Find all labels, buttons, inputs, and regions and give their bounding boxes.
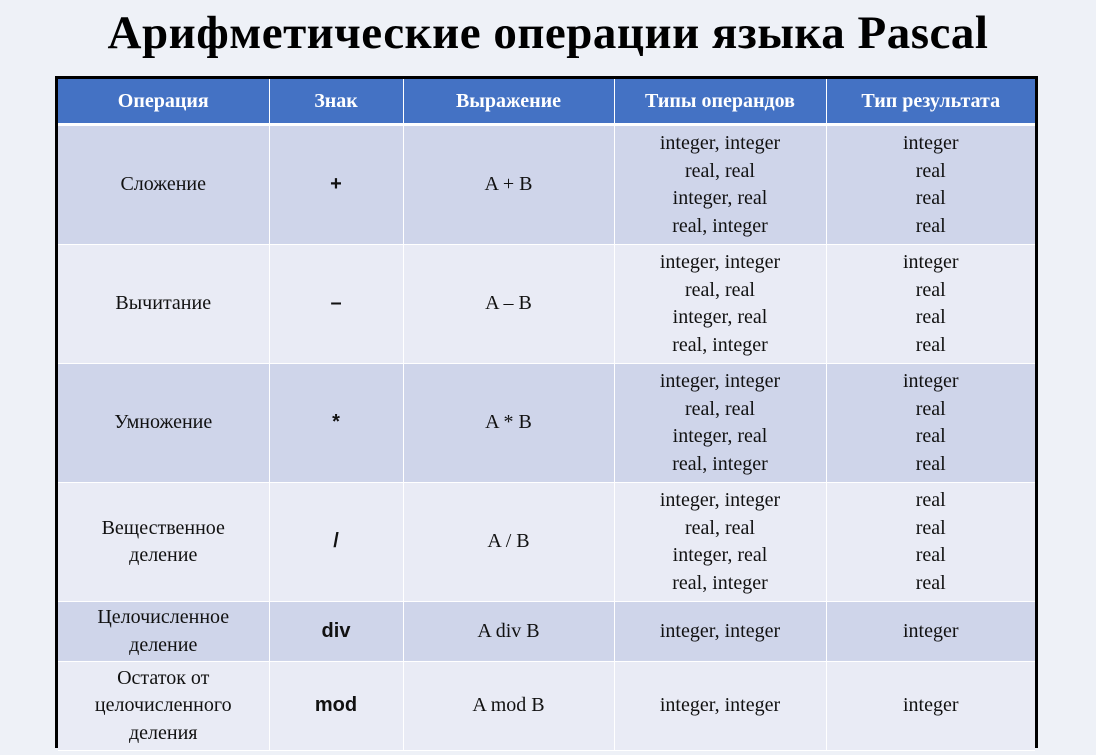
result-type-cell-line: real [915, 397, 946, 420]
operation-cell-line: Целочисленное [97, 606, 230, 628]
page-title: Арифметические операции языка Pascal [107, 7, 989, 59]
sign-cell: div [269, 602, 403, 662]
table-row [58, 364, 1035, 483]
sign-cell: mod [269, 662, 403, 751]
result-type-cell [826, 602, 1035, 662]
header-result-type: Тип результата [826, 79, 1035, 125]
result-type-cell [826, 662, 1035, 751]
operand-types-cell-line: real, real [685, 397, 755, 420]
header-expression: Выражение [403, 79, 614, 125]
operation-cell [58, 483, 269, 602]
result-type-cell-line: integer [902, 132, 959, 154]
operation-cell-line: Вычитание [115, 292, 212, 315]
result-type-cell-line: integer [902, 619, 959, 642]
table-row [58, 602, 1035, 662]
table-row [58, 245, 1035, 364]
operand-types-cell-line: real, integer [672, 452, 768, 475]
operations-table [58, 79, 1035, 751]
operation-cell [58, 245, 269, 364]
result-type-cell-line: integer [902, 370, 959, 392]
operation-cell-line: Вещественное [101, 516, 225, 539]
table-row [58, 662, 1035, 751]
sign-cell: – [269, 245, 403, 364]
operand-types-cell-line: integer, real [672, 425, 768, 447]
table-body [58, 125, 1035, 751]
operation-cell-line: деления [128, 721, 198, 744]
operand-types-cell [614, 602, 826, 662]
operand-types-cell-line: integer, real [672, 306, 768, 328]
operation-cell-line: Умножение [114, 411, 213, 434]
result-type-cell-line: integer [902, 251, 959, 273]
operand-types-cell-line: integer, integer [659, 694, 781, 717]
table-row [58, 125, 1035, 245]
expression-cell: A – B [403, 245, 614, 364]
operand-types-cell-line: real, real [685, 159, 755, 182]
operations-table-frame [55, 76, 1038, 748]
result-type-cell [826, 483, 1035, 602]
operand-types-cell [614, 662, 826, 751]
result-type-cell-line: real [915, 214, 946, 237]
table-header-row [58, 79, 1035, 125]
sign-cell: + [269, 125, 403, 245]
operand-types-cell-line: integer, integer [659, 251, 781, 273]
result-type-cell-line: real [915, 571, 946, 594]
operand-types-cell-line: real, integer [672, 571, 768, 594]
expression-cell: A mod B [403, 662, 614, 751]
operation-cell-line: деление [129, 633, 198, 656]
expression-cell: A / B [403, 483, 614, 602]
operand-types-cell-line: integer, integer [659, 132, 781, 154]
operand-types-cell-line: real, real [685, 278, 755, 301]
operand-types-cell-line: real, real [685, 516, 755, 539]
operand-types-cell-line: integer, real [672, 544, 768, 566]
operand-types-cell-line: integer, integer [659, 370, 781, 392]
operation-cell [58, 125, 269, 245]
operand-types-cell-line: integer, integer [659, 619, 781, 642]
table-row [58, 483, 1035, 602]
result-type-cell [826, 125, 1035, 245]
result-type-cell [826, 364, 1035, 483]
result-type-cell-line: real [915, 306, 946, 328]
operand-types-cell-line: integer, integer [659, 489, 781, 511]
operation-cell-line: Остаток от [117, 666, 210, 689]
operation-cell-line: деление [129, 544, 198, 566]
operand-types-cell-line: integer, real [672, 187, 768, 209]
result-type-cell-line: real [915, 278, 946, 301]
header-operation: Операция [58, 79, 269, 125]
sign-cell: * [269, 364, 403, 483]
result-type-cell-line: real [915, 516, 946, 539]
operation-cell-line: целочисленного [94, 694, 232, 717]
expression-cell: A * B [403, 364, 614, 483]
operand-types-cell-line: real, integer [672, 333, 768, 356]
result-type-cell-line: real [915, 452, 946, 475]
result-type-cell-line: real [915, 187, 946, 209]
result-type-cell-line: real [915, 425, 946, 447]
result-type-cell-line: integer [902, 694, 959, 717]
result-type-cell-line: real [915, 489, 946, 511]
header-sign: Знак [269, 79, 403, 125]
operand-types-cell [614, 364, 826, 483]
header-operand-types: Типы операндов [614, 79, 826, 125]
operation-cell [58, 662, 269, 751]
expression-cell: A div B [403, 602, 614, 662]
operand-types-cell-line: real, integer [672, 214, 768, 237]
operand-types-cell [614, 483, 826, 602]
operation-cell-line: Сложение [120, 173, 207, 196]
result-type-cell-line: real [915, 159, 946, 182]
operand-types-cell [614, 125, 826, 245]
result-type-cell-line: real [915, 544, 946, 566]
operation-cell [58, 602, 269, 662]
operand-types-cell [614, 245, 826, 364]
result-type-cell-line: real [915, 333, 946, 356]
result-type-cell [826, 245, 1035, 364]
sign-cell: / [269, 483, 403, 602]
expression-cell: A + B [403, 125, 614, 245]
operation-cell [58, 364, 269, 483]
